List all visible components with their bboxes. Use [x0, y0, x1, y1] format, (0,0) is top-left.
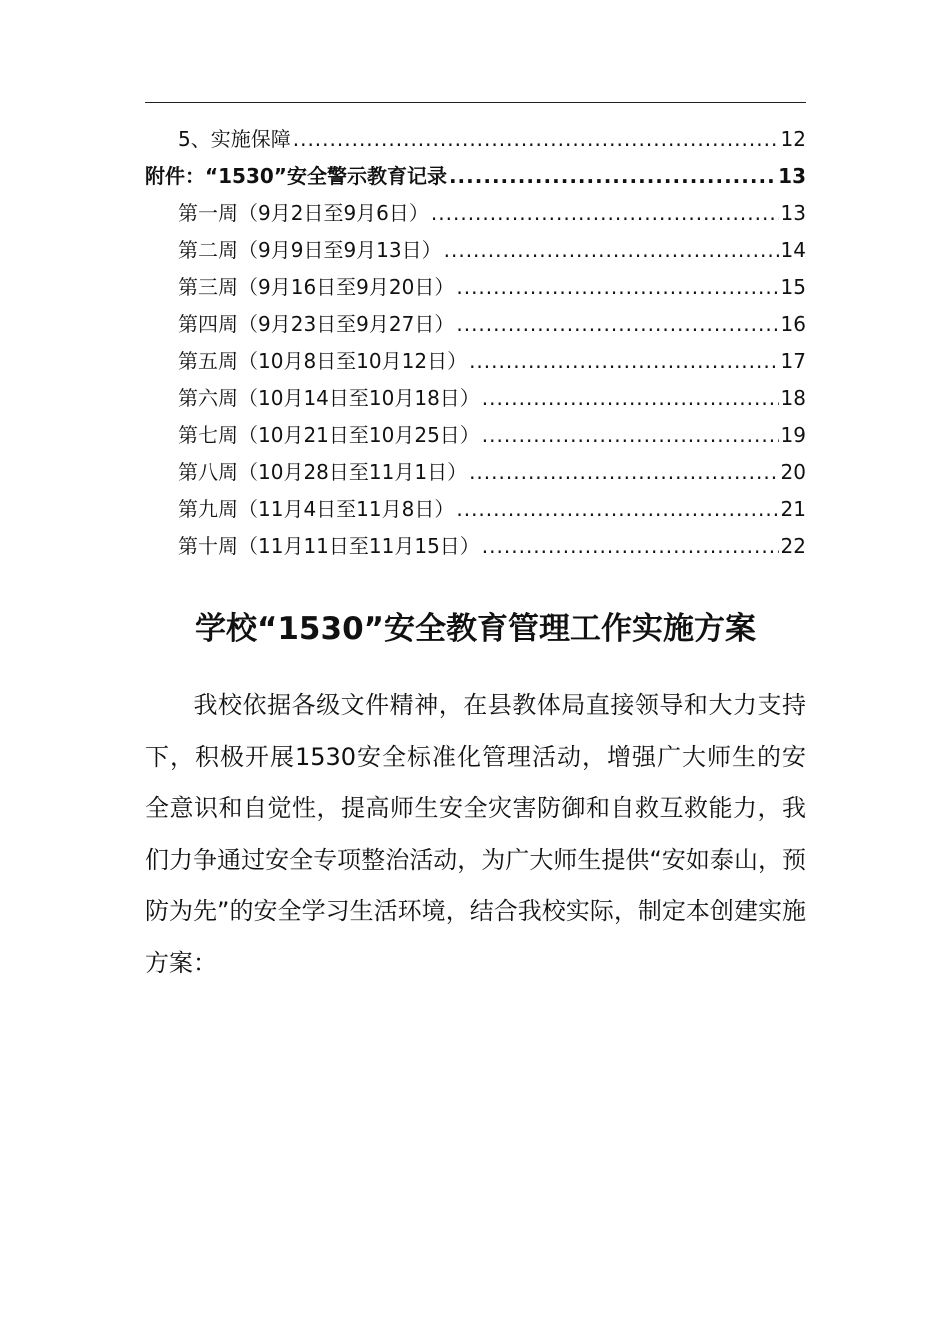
- body-paragraph-text: 我校依据各级文件精神，在县教体局直接领导和大力支持下，积极开展1530安全标准化管理活动，增强广大师生的安全意识和自觉性，提高师生安全灾害防御和自救互救能力，我们力争通过安全专项整治活动，为广大师生提供“安如泰山，预防为先”的安全学习生活环境，结合我校实际，制定本创建实施方案：: [145, 691, 806, 977]
- toc-entry-page: 15: [780, 275, 806, 299]
- toc-entry-page: 22: [780, 534, 806, 558]
- toc-leader-dots: [469, 343, 778, 380]
- toc-leader-dots: [482, 417, 779, 454]
- toc-entry[interactable]: [145, 343, 806, 380]
- toc-entry[interactable]: [145, 158, 806, 195]
- toc-entry[interactable]: [145, 306, 806, 343]
- toc-leader-dots: [456, 269, 778, 306]
- toc-leader-dots: [482, 380, 779, 417]
- toc-entry-label: 附件：“1530”安全警示教育记录: [145, 164, 447, 188]
- toc-entry[interactable]: [145, 491, 806, 528]
- toc-leader-dots: [456, 306, 778, 343]
- toc-entry[interactable]: [145, 417, 806, 454]
- toc-entry-label: 第七周（10月21日至10月25日）: [178, 423, 480, 447]
- toc-entry-label: 第一周（9月2日至9月6日）: [178, 201, 429, 225]
- toc-entry-page: 20: [780, 460, 806, 484]
- toc-entry-label: 第六周（10月14日至10月18日）: [178, 386, 480, 410]
- toc-leader-dots: [293, 121, 779, 158]
- toc-entry-page: 12: [780, 127, 806, 151]
- toc-entry-label: 第四周（9月23日至9月27日）: [178, 312, 455, 336]
- toc-entry-page: 19: [780, 423, 806, 447]
- toc-entry[interactable]: [145, 380, 806, 417]
- toc-entry-label: 5、实施保障: [178, 127, 291, 151]
- toc-leader-dots: [444, 232, 779, 269]
- toc-leader-dots: [482, 528, 779, 565]
- header-rule: [145, 102, 806, 103]
- toc-entry-label: 第八周（10月28日至11月1日）: [178, 460, 468, 484]
- toc-entry-page: 17: [780, 349, 806, 373]
- toc-entry-label: 第十周（11月11日至11月15日）: [178, 534, 480, 558]
- toc-entry-page: 21: [780, 497, 806, 521]
- toc-leader-dots: [469, 454, 778, 491]
- toc-entry-label: 第二周（9月9日至9月13日）: [178, 238, 442, 262]
- toc-entry-page: 13: [778, 164, 806, 188]
- body-paragraph: [145, 680, 806, 989]
- toc-entry-page: 18: [780, 386, 806, 410]
- toc-entry-page: 16: [780, 312, 806, 336]
- toc-entry[interactable]: [145, 528, 806, 565]
- toc-entry-label: 第三周（9月16日至9月20日）: [178, 275, 455, 299]
- toc-entry-page: 13: [780, 201, 806, 225]
- toc-entry[interactable]: [145, 454, 806, 491]
- toc-entry-label: 第五周（10月8日至10月12日）: [178, 349, 468, 373]
- toc-entry[interactable]: [145, 232, 806, 269]
- toc-entry-page: 14: [780, 238, 806, 262]
- toc-leader-dots: [431, 195, 779, 232]
- toc-leader-dots: [456, 491, 778, 528]
- toc-leader-dots: [449, 158, 776, 195]
- toc-entry[interactable]: [145, 269, 806, 306]
- table-of-contents: [145, 121, 806, 565]
- toc-entry[interactable]: [145, 121, 806, 158]
- document-title: 学校“1530”安全教育管理工作实施方案: [194, 611, 757, 647]
- toc-entry-label: 第九周（11月4日至11月8日）: [178, 497, 455, 521]
- toc-entry[interactable]: [145, 195, 806, 232]
